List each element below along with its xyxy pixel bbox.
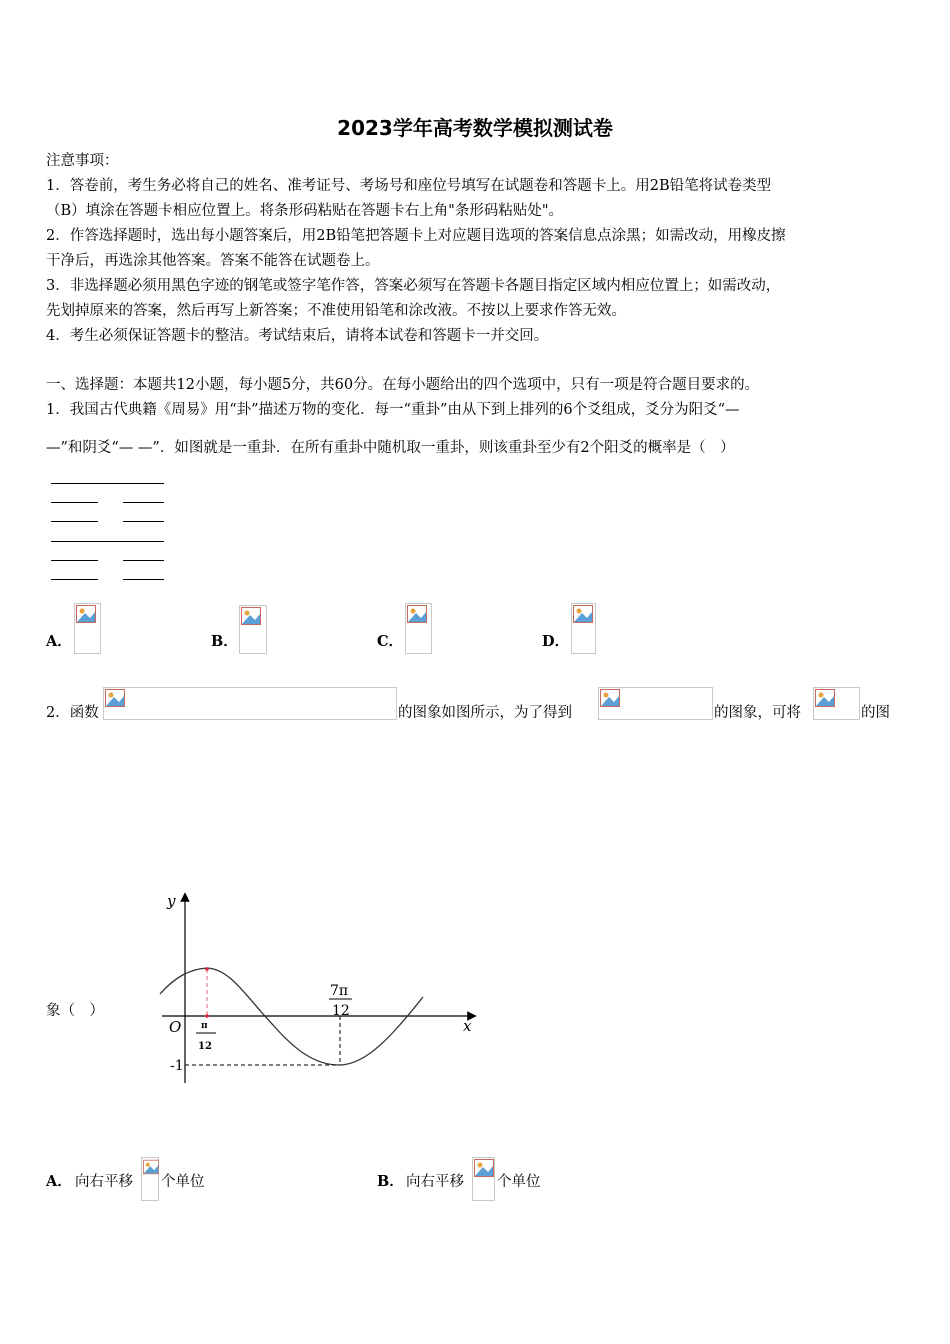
option-a-unit: 个单位	[161, 1174, 205, 1190]
origin-label: O	[169, 1018, 182, 1036]
broken-image-icon	[573, 605, 593, 623]
question-2-mid1: 的图象如图所示，为了得到	[398, 705, 572, 721]
yin-line-right	[123, 579, 164, 580]
option-a-value-placeholder	[141, 1157, 159, 1201]
question-2-prefix: 2．函数	[46, 705, 99, 721]
option-b-label: B．	[377, 1173, 404, 1190]
notice-item: 3．非选择题必须用黑色字迹的钢笔或签字笔作答，答案必须写在答题卡各题目指定区域内相应位置上；如需改动，	[46, 278, 781, 294]
option-a-image-placeholder	[74, 603, 101, 654]
option-a-text: 向右平移	[75, 1174, 133, 1190]
broken-image-icon	[600, 689, 620, 707]
section-heading: 一、选择题：本题共12小题，每小题5分，共60分。在每小题给出的四个选项中，只有一项是符合题目要求的。	[46, 377, 760, 393]
broken-image-icon	[474, 1159, 494, 1177]
pi-numerator: π	[201, 1021, 208, 1031]
yin-line-right	[123, 560, 164, 561]
x-axis-label: x	[463, 1017, 472, 1035]
yin-line-right	[123, 521, 164, 522]
yang-line	[51, 541, 164, 542]
question-1-line1: 1．我国古代典籍《周易》用“卦”描述万物的变化．每一“重卦”由从下到上排列的6个爻组成，爻分为阳爻“—	[46, 402, 740, 418]
broken-image-icon	[241, 607, 261, 625]
broken-image-icon	[105, 689, 125, 707]
pi-denominator: 12	[198, 1041, 212, 1052]
y-axis-label: y	[167, 892, 176, 910]
yin-line-left	[51, 502, 98, 503]
notice-item: 4．考生必须保证答题卡的整洁。考试结束后，请将本试卷和答题卡一并交回。	[46, 328, 549, 344]
source-function-placeholder	[813, 687, 860, 720]
option-b-label: B．	[211, 633, 238, 650]
option-b-text: 向右平移	[406, 1174, 464, 1190]
yin-line-right	[123, 502, 164, 503]
function-graph	[150, 885, 490, 1085]
question-1-line2: —”和阴爻“— —”．如图就是一重卦．在所有重卦中随机取一重卦，则该重卦至少有2个阳爻的概率是（ ）	[46, 440, 735, 456]
neg-one-label: -1	[170, 1058, 184, 1074]
option-b-value-placeholder	[472, 1157, 495, 1201]
target-function-placeholder	[598, 687, 713, 720]
broken-image-icon	[407, 605, 427, 623]
notice-item: （B）填涂在答题卡相应位置上。将条形码粘贴在答题卡右上角"条形码粘贴处"。	[46, 203, 563, 219]
option-c-image-placeholder	[405, 603, 432, 654]
peak-point	[205, 967, 209, 971]
pi-12-point	[205, 1014, 209, 1018]
page-title: 2023学年高考数学模拟测试卷	[337, 116, 613, 140]
notice-heading: 注意事项：	[46, 153, 119, 169]
notice-item: 1．答卷前，考生务必将自己的姓名、准考证号、考场号和座位号填写在试题卷和答题卡上。用2B铅笔将试卷类型	[46, 178, 772, 194]
notice-item: 2．作答选择题时，选出每小题答案后，用2B铅笔把答题卡上对应题目选项的答案信息点涂黑；如需改动，用橡皮擦	[46, 228, 786, 244]
broken-image-icon	[76, 605, 96, 623]
option-d-image-placeholder	[571, 603, 596, 654]
notice-item: 先划掉原来的答案，然后再写上新答案；不准使用铅笔和涂改液。不按以上要求作答无效。	[46, 303, 626, 319]
question-2-mid2: 的图象，可将	[714, 705, 801, 721]
option-c-label: C．	[377, 633, 404, 650]
seven-pi-numerator: 7π	[330, 983, 349, 999]
yang-line	[51, 483, 164, 484]
broken-image-icon	[143, 1159, 159, 1175]
option-d-label: D．	[542, 633, 570, 650]
yin-line-left	[51, 521, 98, 522]
function-formula-placeholder	[103, 687, 397, 720]
seven-pi-denominator: 12	[332, 1003, 350, 1019]
option-a-label: A．	[46, 1173, 72, 1190]
yin-line-left	[51, 579, 98, 580]
option-b-unit: 个单位	[497, 1174, 541, 1190]
option-a-label: A．	[46, 633, 72, 650]
question-2-suffix: 的图	[861, 705, 890, 721]
notice-item: 干净后，再选涂其他答案。答案不能答在试题卷上。	[46, 253, 380, 269]
broken-image-icon	[815, 689, 835, 707]
question-2-continuation: 象（ ）	[46, 1003, 104, 1019]
yin-line-left	[51, 560, 98, 561]
option-b-image-placeholder	[239, 605, 267, 654]
